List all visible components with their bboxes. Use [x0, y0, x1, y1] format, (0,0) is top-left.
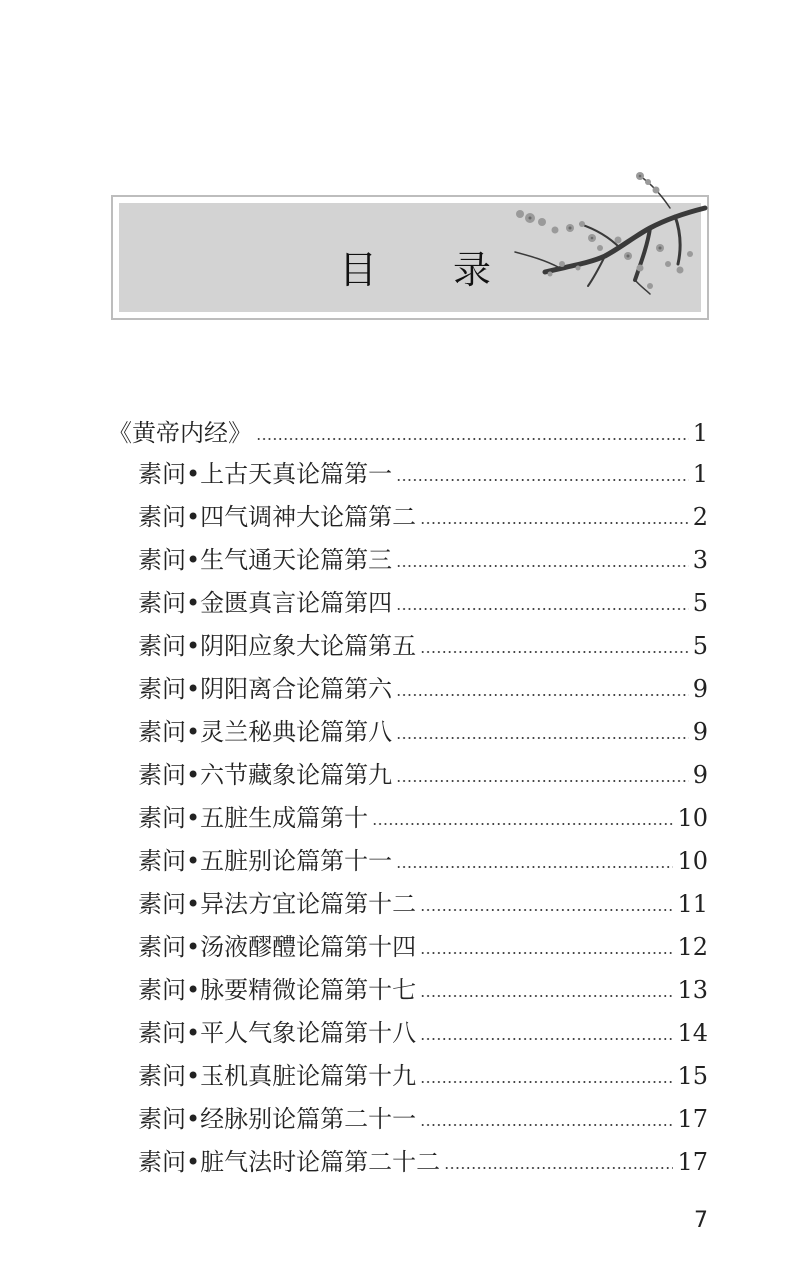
toc-leader-dots — [420, 995, 673, 997]
toc-entry-label: 素问•金匮真言论篇第四 — [138, 589, 393, 617]
toc-entry-page: 15 — [677, 1062, 708, 1090]
toc-entry-label: 素问•平人气象论篇第十八 — [138, 1019, 417, 1047]
toc-leader-dots — [420, 651, 689, 653]
toc-entry[interactable] — [138, 1104, 708, 1134]
page-number: 7 — [694, 1208, 708, 1233]
page-title-char-1: 目 — [339, 248, 378, 292]
toc-entry[interactable] — [138, 588, 708, 618]
toc-leader-dots — [420, 952, 673, 954]
toc-entry[interactable] — [138, 545, 708, 575]
toc-leader-dots — [420, 1038, 673, 1040]
toc-entry-page: 5 — [692, 589, 708, 617]
toc-entry-page: 14 — [677, 1019, 708, 1047]
toc-entry-page: 17 — [677, 1148, 708, 1176]
toc-leader-dots — [396, 608, 689, 610]
toc-entry-label: 素问•阴阳离合论篇第六 — [138, 675, 393, 703]
toc-entry-page: 17 — [677, 1105, 708, 1133]
toc-entry-label: 素问•阴阳应象大论篇第五 — [138, 632, 417, 660]
toc-entry[interactable] — [138, 674, 708, 704]
toc-entry-page: 10 — [677, 847, 708, 875]
toc-entry[interactable] — [138, 1061, 708, 1091]
toc-entry-page: 13 — [677, 976, 708, 1004]
toc-entry-label: 素问•脏气法时论篇第二十二 — [138, 1148, 441, 1176]
toc-entry[interactable] — [138, 889, 708, 919]
toc-entry-label: 素问•异法方宜论篇第十二 — [138, 890, 417, 918]
toc-leader-dots — [396, 694, 689, 696]
toc-leader-dots — [444, 1167, 673, 1169]
toc-entry[interactable] — [138, 502, 708, 532]
toc-entry[interactable] — [138, 846, 708, 876]
toc-leader-dots — [372, 823, 673, 825]
toc-entry[interactable] — [138, 717, 708, 747]
toc-leader-dots — [256, 438, 689, 440]
toc-entry-page: 10 — [677, 804, 708, 832]
toc-entry[interactable] — [138, 760, 708, 790]
plum-blossom-branch-icon — [500, 168, 710, 298]
toc-entry-page: 5 — [692, 632, 708, 660]
toc-entry-label: 素问•六节藏象论篇第九 — [138, 761, 393, 789]
toc-leader-dots — [396, 780, 689, 782]
toc-leader-dots — [396, 866, 673, 868]
toc-entry-label: 素问•脉要精微论篇第十七 — [138, 976, 417, 1004]
toc-leader-dots — [420, 909, 673, 911]
toc-entry-label: 素问•五脏生成篇第十 — [138, 804, 369, 832]
toc-entry[interactable] — [138, 1147, 708, 1177]
toc-leader-dots — [396, 565, 689, 567]
toc-entry-book[interactable] — [108, 418, 708, 448]
toc-entry-page: 9 — [692, 718, 708, 746]
toc-entry-page: 1 — [692, 460, 708, 488]
toc-leader-dots — [396, 479, 689, 481]
toc-entry-page: 12 — [677, 933, 708, 961]
toc-leader-dots — [420, 1124, 673, 1126]
toc-entry-page: 1 — [692, 419, 708, 447]
toc-entry[interactable] — [138, 1018, 708, 1048]
toc-entry-label: 素问•生气通天论篇第三 — [138, 546, 393, 574]
page-title-char-2: 录 — [453, 248, 492, 292]
toc-leader-dots — [420, 1081, 673, 1083]
toc-entry[interactable] — [138, 975, 708, 1005]
toc-entry-page: 9 — [692, 675, 708, 703]
toc-entry-label: 素问•汤液醪醴论篇第十四 — [138, 933, 417, 961]
toc-entry-label: 素问•上古天真论篇第一 — [138, 460, 393, 488]
toc-entry-label: 素问•四气调神大论篇第二 — [138, 503, 417, 531]
toc-entry[interactable] — [138, 803, 708, 833]
toc-leader-dots — [420, 522, 689, 524]
toc-entry-page: 3 — [692, 546, 708, 574]
toc-entry-page: 11 — [677, 890, 708, 918]
toc-entry-label: 素问•经脉别论篇第二十一 — [138, 1105, 417, 1133]
toc-entry-label: 《黄帝内经》 — [108, 419, 252, 447]
toc-leader-dots — [396, 737, 689, 739]
toc-entry[interactable] — [138, 631, 708, 661]
toc-entry-label: 素问•灵兰秘典论篇第八 — [138, 718, 393, 746]
toc-entry[interactable] — [138, 932, 708, 962]
toc-entry-label: 素问•玉机真脏论篇第十九 — [138, 1062, 417, 1090]
toc-entry-label: 素问•五脏别论篇第十一 — [138, 847, 393, 875]
toc-entry[interactable] — [138, 459, 708, 489]
toc-entry-page: 9 — [692, 761, 708, 789]
toc-entry-page: 2 — [692, 503, 708, 531]
